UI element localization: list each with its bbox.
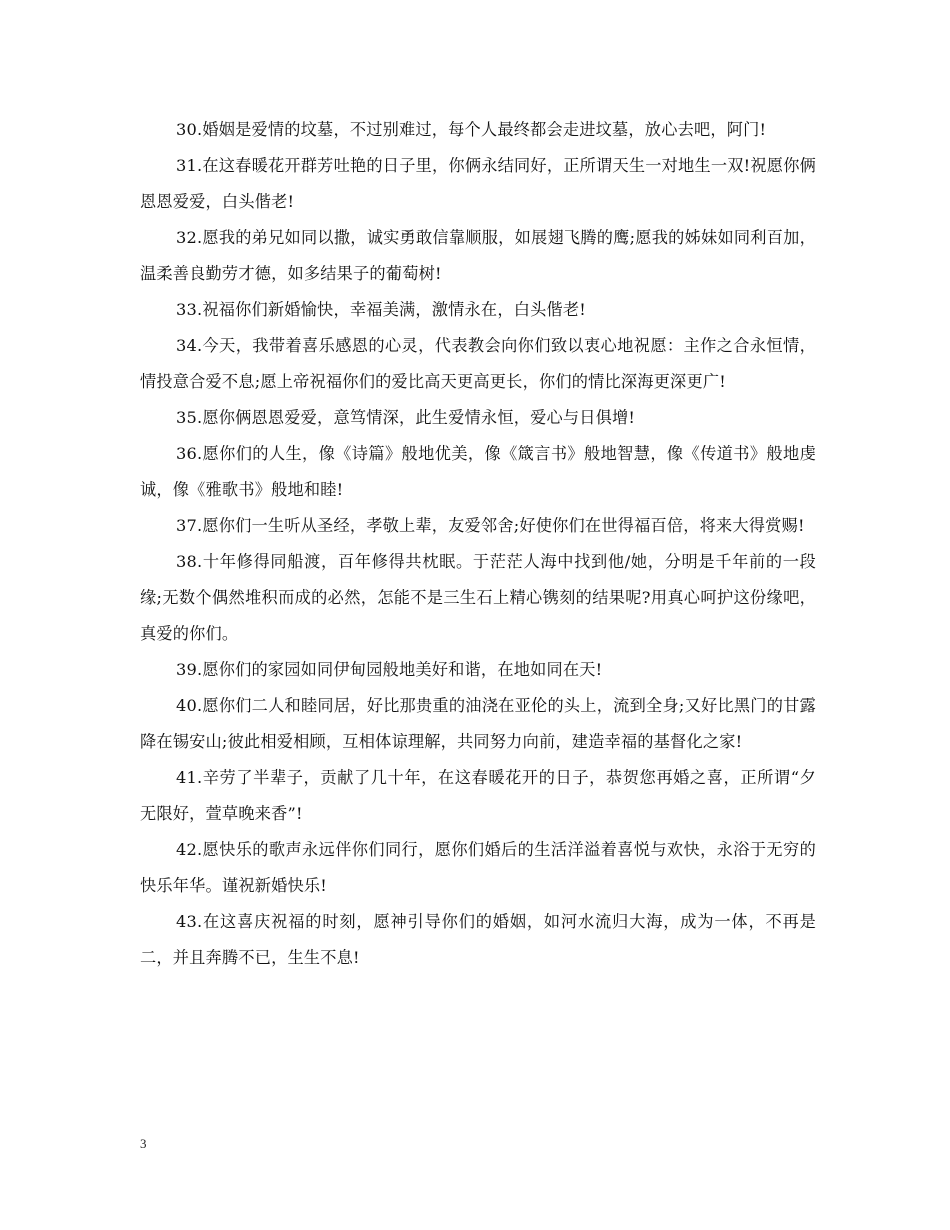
page-body [140,112,816,976]
paragraph-39: 39.愿你们的家园如同伊甸园般地美好和谐，在地如同在天! [176,660,603,679]
paragraph-33: 33.祝福你们新婚愉快，幸福美满，激情永在，白头偕老! [176,300,586,319]
paragraph-38: 38.十年修得同船渡，百年修得共枕眠。于茫茫人海中找到他/她，分明是千年前的一段缘;无数个偶然堆积而成的必然，怎能不是三生石上精心镌刻的结果呢?用真心呵护这份缘吧，真爱的你们。 [140,552,816,643]
paragraph-35: 35.愿你俩恩恩爱爱，意笃情深，此生爱情永恒，爱心与日俱增! [176,408,636,427]
paragraph-43: 43.在这喜庆祝福的时刻，愿神引导你们的婚姻，如河水流归大海，成为一体，不再是二，并且奔腾不已，生生不息! [140,912,816,967]
paragraph-32: 32.愿我的弟兄如同以撒，诚实勇敢信靠顺服，如展翅飞腾的鹰;愿我的姊妹如同利百加，温柔善良勤劳才德，如多结果子的葡萄树! [140,228,816,283]
paragraph-31: 31.在这春暖花开群芳吐艳的日子里，你俩永结同好，正所谓天生一对地生一双!祝愿你俩恩恩爱爱，白头偕老! [140,156,816,211]
paragraph-30: 30.婚姻是爱情的坟墓，不过别难过，每个人最终都会走进坟墓，放心去吧，阿门! [176,120,767,139]
paragraph-36: 36.愿你们的人生，像《诗篇》般地优美，像《箴言书》般地智慧，像《传道书》般地虔诚，像《雅歌书》般地和睦! [140,444,816,499]
page-number: 3 [140,1136,147,1151]
paragraph-37: 37.愿你们一生听从圣经，孝敬上辈，友爱邻舍;好使你们在世得福百倍，将来大得赏赐! [176,516,805,535]
paragraph-41: 41.辛劳了半辈子，贡献了几十年，在这春暖花开的日子，恭贺您再婚之喜，正所谓“夕无限好，萱草晚来香”! [140,768,816,823]
paragraph-42: 42.愿快乐的歌声永远伴你们同行，愿你们婚后的生活洋溢着喜悦与欢快，永浴于无穷的快乐年华。谨祝新婚快乐! [140,840,816,895]
paragraph-40: 40.愿你们二人和睦同居，好比那贵重的油浇在亚伦的头上，流到全身;又好比黑门的甘露降在锡安山;彼此相爱相顾，互相体谅理解，共同努力向前，建造幸福的基督化之家! [140,696,816,751]
paragraph-34: 34.今天，我带着喜乐感恩的心灵，代表教会向你们致以衷心地祝愿：主作之合永恒情，情投意合爱不息;愿上帝祝福你们的爱比高天更高更长，你们的情比深海更深更广! [140,336,816,391]
